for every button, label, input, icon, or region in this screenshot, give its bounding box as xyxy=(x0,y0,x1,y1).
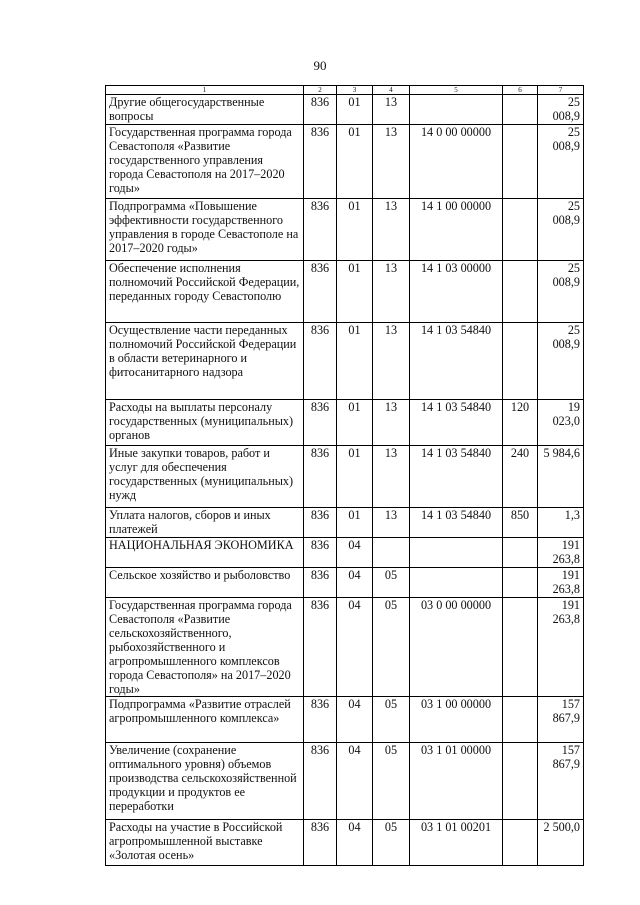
expense-type-code xyxy=(503,568,538,598)
subsection-code xyxy=(373,538,410,568)
subsection-code: 13 xyxy=(373,446,410,508)
subsection-code: 05 xyxy=(373,568,410,598)
subsection-code: 13 xyxy=(373,508,410,538)
amount: 25 008,9 xyxy=(538,261,584,323)
section-code: 01 xyxy=(337,508,373,538)
section-code: 01 xyxy=(337,125,373,199)
subsection-code: 13 xyxy=(373,125,410,199)
target-article-code: 14 1 03 54840 xyxy=(410,446,503,508)
subsection-code: 05 xyxy=(373,697,410,743)
amount: 25 008,9 xyxy=(538,125,584,199)
table-row xyxy=(106,538,584,568)
ministry-code: 836 xyxy=(304,697,337,743)
subsection-code: 13 xyxy=(373,323,410,400)
row-name: НАЦИОНАЛЬНАЯ ЭКОНОМИКА xyxy=(106,538,304,568)
column-number: 2 xyxy=(304,86,337,95)
target-article-code xyxy=(410,538,503,568)
row-name: Другие общегосударственные вопросы xyxy=(106,95,304,125)
row-name: Обеспечение исполнения полномочий Российской Федерации, переданных городу Севастополю xyxy=(106,261,304,323)
row-name: Расходы на участие в Российской агропромышленной выставке «Золотая осень» xyxy=(106,820,304,866)
row-name: Увеличение (сохранение оптимального уровня) объемов производства сельскохозяйственной продукции и продуктов ее переработки xyxy=(106,743,304,820)
ministry-code: 836 xyxy=(304,508,337,538)
column-number: 6 xyxy=(503,86,538,95)
ministry-code: 836 xyxy=(304,743,337,820)
row-name: Иные закупки товаров, работ и услуг для обеспечения государственных (муниципальных) нужд xyxy=(106,446,304,508)
amount: 191 263,8 xyxy=(538,538,584,568)
section-code: 01 xyxy=(337,446,373,508)
section-code: 01 xyxy=(337,261,373,323)
ministry-code: 836 xyxy=(304,568,337,598)
budget-table xyxy=(105,85,584,866)
amount: 19 023,0 xyxy=(538,400,584,446)
amount: 157 867,9 xyxy=(538,743,584,820)
target-article-code: 14 1 03 54840 xyxy=(410,400,503,446)
row-name: Государственная программа города Севастополя «Развитие государственного управления города Севастополя на 2017–2020 годы» xyxy=(106,125,304,199)
amount: 25 008,9 xyxy=(538,95,584,125)
table-row xyxy=(106,261,584,323)
row-name: Осуществление части переданных полномочий Российской Федерации в области ветеринарного и фитосанитарного надзора xyxy=(106,323,304,400)
section-code: 04 xyxy=(337,820,373,866)
section-code: 04 xyxy=(337,743,373,820)
ministry-code: 836 xyxy=(304,261,337,323)
table-row xyxy=(106,743,584,820)
ministry-code: 836 xyxy=(304,820,337,866)
amount: 191 263,8 xyxy=(538,598,584,697)
amount: 25 008,9 xyxy=(538,323,584,400)
expense-type-code xyxy=(503,820,538,866)
table-row xyxy=(106,598,584,697)
table-row xyxy=(106,95,584,125)
column-number: 1 xyxy=(106,86,304,95)
expense-type-code xyxy=(503,199,538,261)
row-name: Подпрограмма «Повышение эффективности государственного управления в городе Севастополе на 2017–2020 годы» xyxy=(106,199,304,261)
table-row xyxy=(106,508,584,538)
table-row xyxy=(106,323,584,400)
expense-type-code xyxy=(503,125,538,199)
section-code: 04 xyxy=(337,538,373,568)
subsection-code: 05 xyxy=(373,743,410,820)
amount: 191 263,8 xyxy=(538,568,584,598)
section-code: 01 xyxy=(337,323,373,400)
target-article-code: 14 1 03 00000 xyxy=(410,261,503,323)
table-row xyxy=(106,446,584,508)
table-row xyxy=(106,568,584,598)
expense-type-code xyxy=(503,95,538,125)
ministry-code: 836 xyxy=(304,598,337,697)
page-number: 90 xyxy=(313,58,327,73)
expense-type-code: 240 xyxy=(503,446,538,508)
subsection-code: 13 xyxy=(373,95,410,125)
target-article-code: 03 0 00 00000 xyxy=(410,598,503,697)
ministry-code: 836 xyxy=(304,323,337,400)
expense-type-code xyxy=(503,323,538,400)
target-article-code xyxy=(410,568,503,598)
target-article-code: 14 1 00 00000 xyxy=(410,199,503,261)
table-row xyxy=(106,400,584,446)
table-body xyxy=(106,95,584,866)
target-article-code: 14 0 00 00000 xyxy=(410,125,503,199)
expense-type-code xyxy=(503,697,538,743)
section-code: 01 xyxy=(337,199,373,261)
target-article-code: 03 1 01 00000 xyxy=(410,743,503,820)
table-row xyxy=(106,199,584,261)
subsection-code: 13 xyxy=(373,400,410,446)
ministry-code: 836 xyxy=(304,400,337,446)
target-article-code: 14 1 03 54840 xyxy=(410,323,503,400)
ministry-code: 836 xyxy=(304,538,337,568)
expense-type-code: 120 xyxy=(503,400,538,446)
amount: 157 867,9 xyxy=(538,697,584,743)
subsection-code: 13 xyxy=(373,199,410,261)
ministry-code: 836 xyxy=(304,446,337,508)
subsection-code: 05 xyxy=(373,598,410,697)
expense-type-code xyxy=(503,598,538,697)
amount: 2 500,0 xyxy=(538,820,584,866)
table-row xyxy=(106,820,584,866)
ministry-code: 836 xyxy=(304,95,337,125)
column-number: 3 xyxy=(337,86,373,95)
table-row xyxy=(106,697,584,743)
target-article-code: 14 1 03 54840 xyxy=(410,508,503,538)
amount: 5 984,6 xyxy=(538,446,584,508)
target-article-code xyxy=(410,95,503,125)
ministry-code: 836 xyxy=(304,125,337,199)
expense-type-code xyxy=(503,261,538,323)
section-code: 04 xyxy=(337,568,373,598)
column-number: 4 xyxy=(373,86,410,95)
expense-type-code: 850 xyxy=(503,508,538,538)
expense-type-code xyxy=(503,743,538,820)
expense-type-code xyxy=(503,538,538,568)
subsection-code: 05 xyxy=(373,820,410,866)
column-number: 7 xyxy=(538,86,584,95)
row-name: Уплата налогов, сборов и иных платежей xyxy=(106,508,304,538)
target-article-code: 03 1 01 00201 xyxy=(410,820,503,866)
amount: 1,3 xyxy=(538,508,584,538)
column-number: 5 xyxy=(410,86,503,95)
section-code: 01 xyxy=(337,95,373,125)
table-row xyxy=(106,125,584,199)
section-code: 01 xyxy=(337,400,373,446)
target-article-code: 03 1 00 00000 xyxy=(410,697,503,743)
section-code: 04 xyxy=(337,697,373,743)
row-name: Расходы на выплаты персоналу государственных (муниципальных) органов xyxy=(106,400,304,446)
amount: 25 008,9 xyxy=(538,199,584,261)
row-name: Подпрограмма «Развитие отраслей агропромышленного комплекса» xyxy=(106,697,304,743)
ministry-code: 836 xyxy=(304,199,337,261)
row-name: Сельское хозяйство и рыболовство xyxy=(106,568,304,598)
column-number-row xyxy=(106,86,584,95)
section-code: 04 xyxy=(337,598,373,697)
row-name: Государственная программа города Севастополя «Развитие сельскохозяйственного, рыбохозяйственного и агропромышленного комплексов города Севастополя» на 2017–2020 годы» xyxy=(106,598,304,697)
subsection-code: 13 xyxy=(373,261,410,323)
